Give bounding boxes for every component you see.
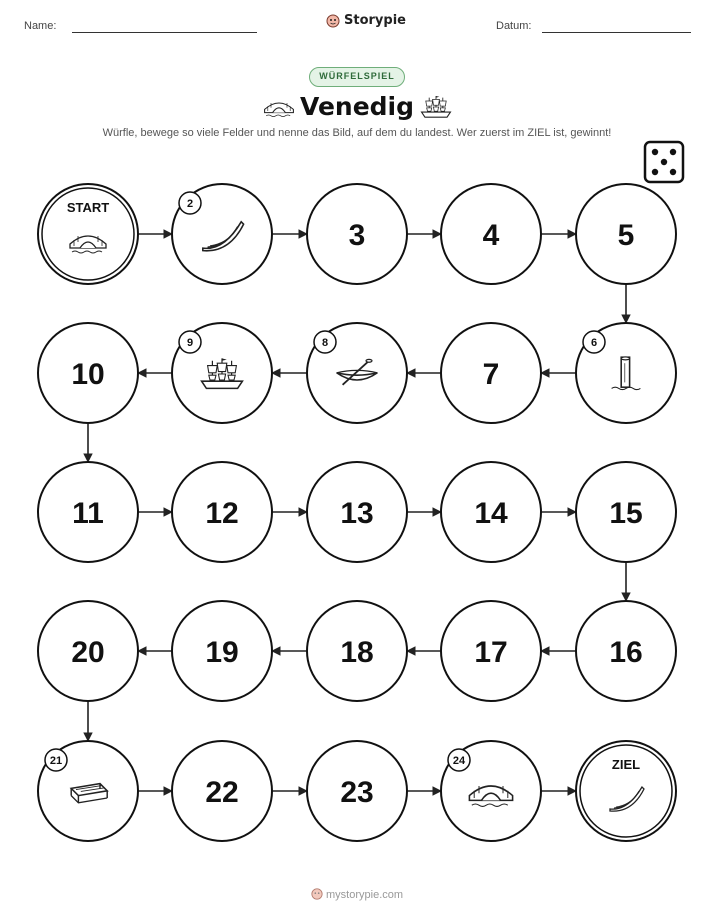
finish-label: ZIEL bbox=[611, 757, 641, 772]
field-number: 19 bbox=[205, 636, 239, 669]
field-number-badge: 9 bbox=[186, 337, 194, 349]
board-field-2[interactable] bbox=[172, 184, 272, 284]
board-field-7[interactable] bbox=[441, 323, 541, 423]
board-field-3[interactable] bbox=[307, 184, 407, 284]
board-field-6[interactable] bbox=[576, 323, 676, 423]
field-number: 16 bbox=[609, 636, 643, 669]
board-field-10[interactable] bbox=[38, 323, 138, 423]
title-bridge-icon bbox=[265, 103, 294, 117]
field-number: 12 bbox=[205, 497, 239, 530]
board-field-9[interactable] bbox=[172, 323, 272, 423]
board-field-19[interactable] bbox=[172, 601, 272, 701]
board-field-17[interactable] bbox=[441, 601, 541, 701]
board-field-24[interactable] bbox=[441, 741, 541, 841]
date-label: Datum: bbox=[496, 20, 532, 32]
field-number: 5 bbox=[617, 219, 635, 252]
field-number-badge: 21 bbox=[49, 755, 63, 767]
field-number: 18 bbox=[340, 636, 374, 669]
board-field-13[interactable] bbox=[307, 462, 407, 562]
field-number-badge: 8 bbox=[321, 337, 329, 349]
field-number-badge: 2 bbox=[186, 198, 194, 210]
mascot-icon bbox=[311, 888, 323, 900]
board-field-8[interactable] bbox=[307, 323, 407, 423]
board-field-14[interactable] bbox=[441, 462, 541, 562]
board-field-21[interactable] bbox=[38, 741, 138, 841]
board-field-5[interactable] bbox=[576, 184, 676, 284]
title-ship-icon bbox=[422, 96, 451, 117]
field-number: 17 bbox=[474, 636, 508, 669]
finish-field[interactable] bbox=[576, 741, 676, 841]
field-number-badge: 24 bbox=[452, 755, 466, 767]
board-field-22[interactable] bbox=[172, 741, 272, 841]
field-number: 13 bbox=[340, 497, 374, 530]
name-label: Name: bbox=[24, 20, 57, 32]
field-number: 22 bbox=[205, 776, 239, 809]
dice-icon[interactable] bbox=[645, 142, 683, 182]
footer-url: mystorypie.com bbox=[326, 889, 404, 901]
board-field-12[interactable] bbox=[172, 462, 272, 562]
board-field-18[interactable] bbox=[307, 601, 407, 701]
field-number: 14 bbox=[474, 497, 508, 530]
field-number: 10 bbox=[71, 358, 105, 391]
field-number: 23 bbox=[340, 776, 374, 809]
field-number: 3 bbox=[348, 219, 366, 252]
field-number-badge: 6 bbox=[590, 337, 598, 349]
brand-name: Storypie bbox=[344, 13, 406, 28]
field-number: 11 bbox=[72, 497, 104, 530]
footer bbox=[0, 888, 714, 901]
board-field-15[interactable] bbox=[576, 462, 676, 562]
board-field-23[interactable] bbox=[307, 741, 407, 841]
field-number: 15 bbox=[609, 497, 643, 530]
board-field-11[interactable] bbox=[38, 462, 138, 562]
field-number: 4 bbox=[482, 219, 500, 252]
start-field[interactable] bbox=[38, 184, 138, 284]
game-type-badge: WÜRFELSPIEL bbox=[309, 67, 405, 87]
instructions: Würfle, bewege so viele Felder und nenne das Bild, auf dem du landest. Wer zuerst im ZIEL ist, gewinnt! bbox=[102, 127, 612, 139]
field-number: 20 bbox=[71, 636, 105, 669]
board-field-16[interactable] bbox=[576, 601, 676, 701]
page-title: Venedig bbox=[299, 92, 415, 121]
board-fields bbox=[38, 184, 676, 841]
board-field-20[interactable] bbox=[38, 601, 138, 701]
board-field-4[interactable] bbox=[441, 184, 541, 284]
field-number: 7 bbox=[482, 358, 500, 391]
start-label: START bbox=[66, 200, 110, 215]
